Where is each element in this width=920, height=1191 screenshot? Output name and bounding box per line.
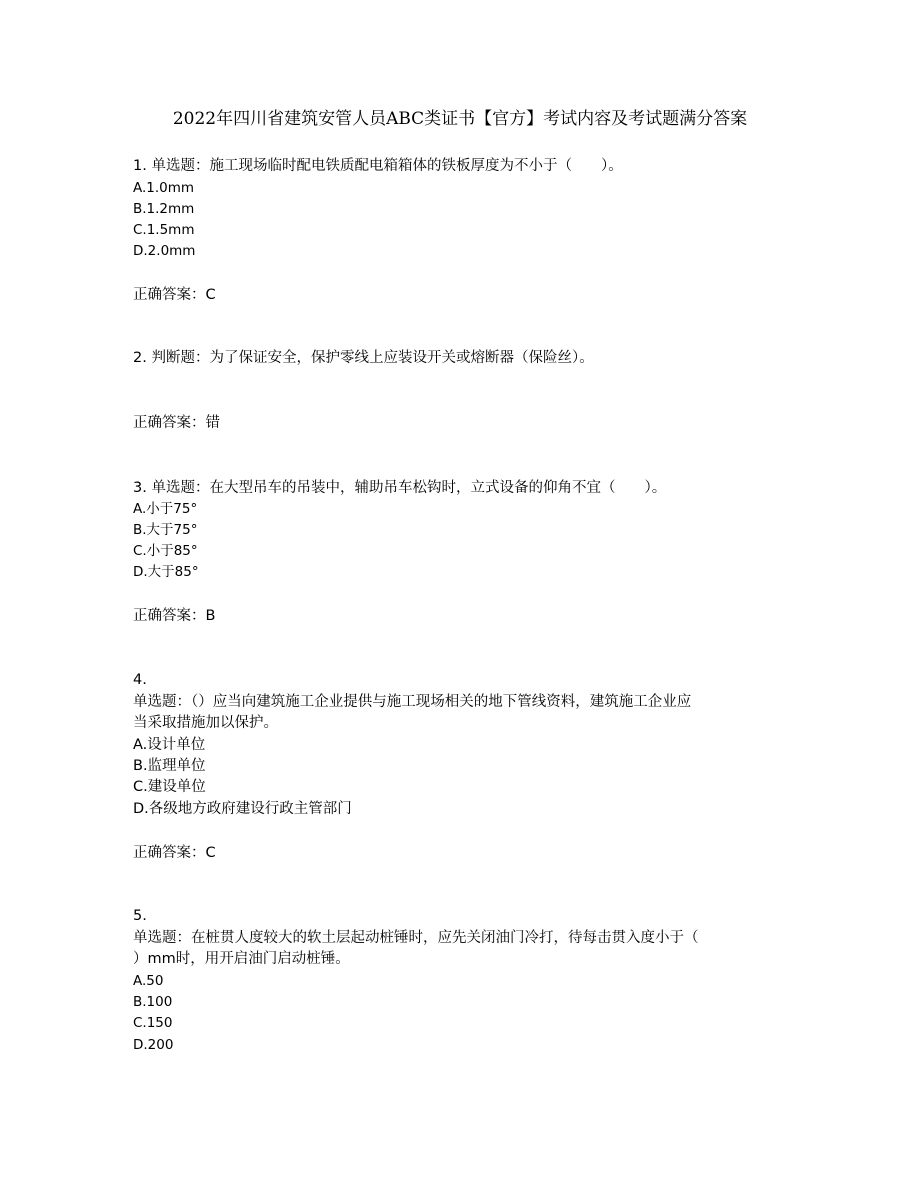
question-5-stem-line-1: 单选题：在桩贯人度较大的软土层起动桩锤时，应先关闭油门冷打，待每击贯入度小于（: [133, 930, 699, 946]
question-4-option-a: A.设计单位: [133, 737, 206, 753]
question-5-option-a: A.50: [133, 973, 164, 989]
question-4-option-b: B.监理单位: [133, 758, 206, 774]
question-1-option-a: A.1.0mm: [133, 180, 195, 196]
question-5-option-d: D.200: [133, 1037, 174, 1053]
question-5-stem-line-2: ）mm时，用开启油门启动桩锤。: [133, 951, 350, 967]
question-3-option-c: C.小于85°: [133, 543, 198, 559]
question-5-option-b: B.100: [133, 994, 173, 1010]
question-3-option-a: A.小于75°: [133, 501, 198, 517]
question-5-number: 5.: [133, 908, 147, 924]
question-3-option-d: D.大于85°: [133, 564, 199, 580]
question-4-stem-line-2: 当采取措施加以保护。: [133, 715, 278, 731]
question-4-answer: 正确答案：C: [133, 845, 216, 861]
question-4-number: 4.: [133, 672, 147, 688]
question-1-stem: 1. 单选题：施工现场临时配电铁质配电箱箱体的铁板厚度为不小于（ ）。: [133, 158, 623, 174]
question-3-option-b: B.大于75°: [133, 522, 198, 538]
question-1-option-c: C.1.5mm: [133, 222, 195, 238]
question-1-option-b: B.1.2mm: [133, 201, 195, 217]
question-4-stem-line-1: 单选题：（）应当向建筑施工企业提供与施工现场相关的地下管线资料，建筑施工企业应: [133, 694, 692, 710]
question-5-option-c: C.150: [133, 1015, 173, 1031]
question-2-answer: 正确答案：错: [133, 415, 220, 431]
question-2-stem: 2. 判断题：为了保证安全，保护零线上应装设开关或熔断器（保险丝）。: [133, 350, 594, 366]
question-4-option-c: C.建设单位: [133, 779, 206, 795]
question-4-option-d: D.各级地方政府建设行政主管部门: [133, 801, 352, 817]
question-3-stem: 3. 单选题：在大型吊车的吊装中，辅助吊车松钩时，立式设备的仰角不宜（ ）。: [133, 480, 667, 496]
question-1-option-d: D.2.0mm: [133, 243, 196, 259]
question-3-answer: 正确答案：B: [133, 608, 216, 624]
question-1-answer: 正确答案：C: [133, 287, 216, 303]
document-title: 2022年四川省建筑安管人员ABC类证书【官方】考试内容及考试题满分答案: [172, 109, 748, 129]
